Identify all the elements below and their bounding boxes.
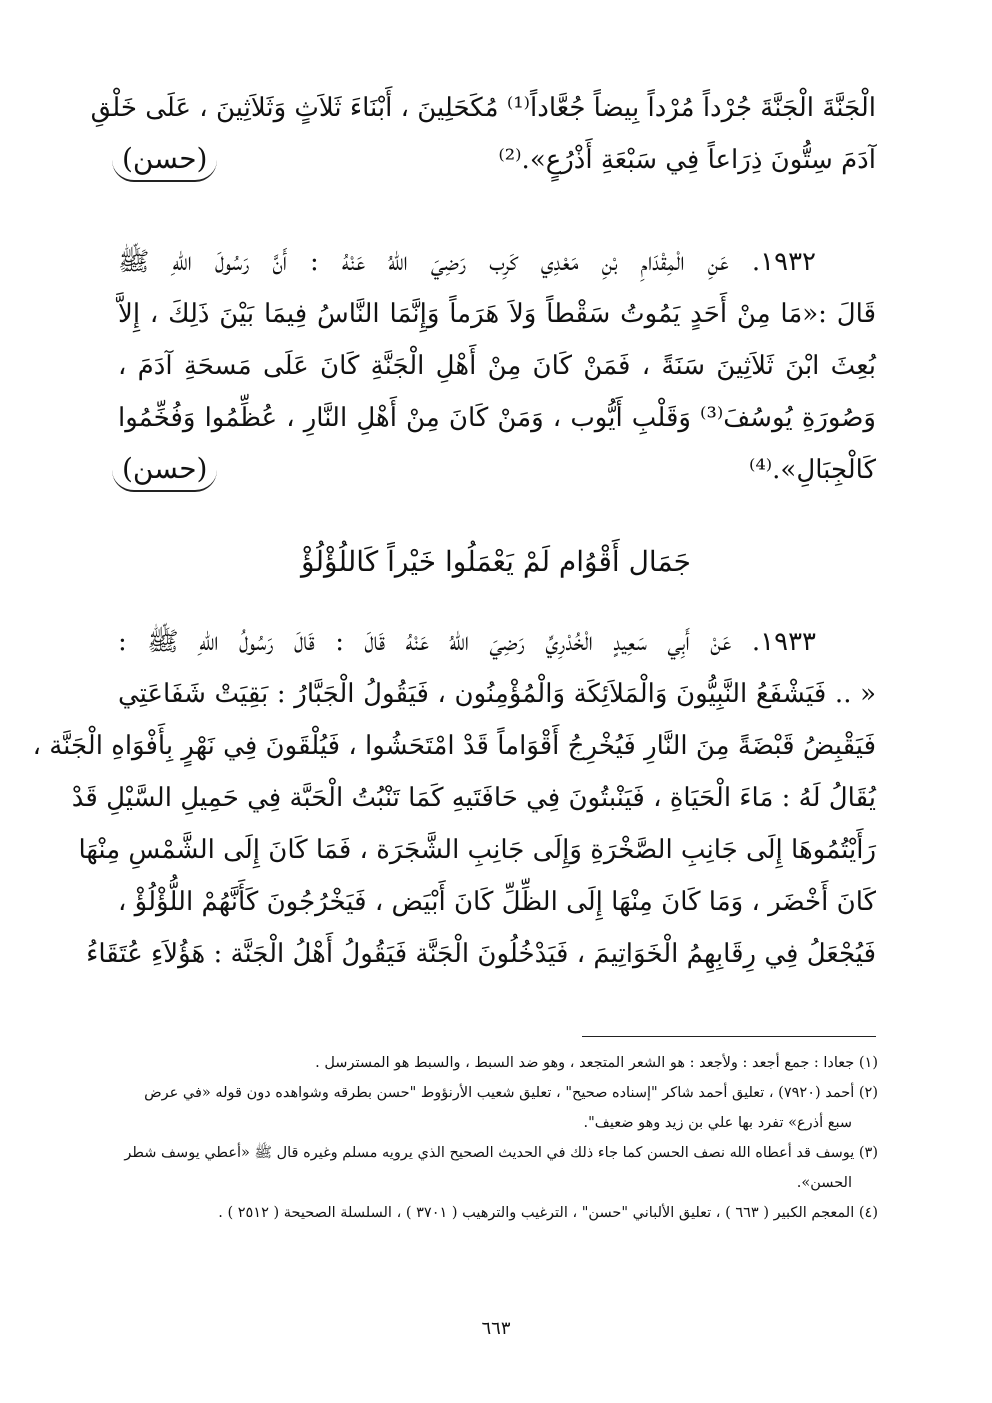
- text-line: ١٩٣٣. عَنْ أَبِي سَعِيدٍ الْخُدْرِيِّ رَضِيَ اللهُ عَنْهُ قَالَ : قَالَ رَسُولُ اللهِ ﷺ :: [118, 627, 816, 657]
- footnote: [118, 1078, 878, 1138]
- text-line: بُعِثَ ابْنَ ثَلاَثِينَ سَنَةً ، فَمَنْ كَانَ مِنْ أَهْلِ الْجَنَّةِ كَانَ عَلَى مَسحَةِ آدَمَ ،: [118, 351, 876, 381]
- page-number: ٦٦٣: [481, 1318, 511, 1339]
- text-line: فَيُجْعَلُ فِي رِقَابِهِمُ الْخَوَاتِيمَ ، فَيَدْخُلُونَ الْجَنَّة فَيَقُولُ أَهْلُ الْجَنَّة : هَؤُلاَءِ عُتَقَاءُ: [86, 939, 876, 969]
- footnote-continuation: سبع أذرع» تفرد بها علي بن زيد وهو ضعيف".: [583, 1115, 852, 1131]
- text-line: ١٩٣٢. عَنِ الْمِقْدَامِ بْنِ مَعْدِي كَرِب رَضِيَ اللهُ عَنْهُ : أَنَّ رَسُولَ اللهِ ﷺ: [118, 247, 816, 277]
- footnotes: [118, 1048, 878, 1228]
- hadith-1933: [32, 616, 876, 980]
- text-line: يُقَالُ لَهُ : مَاءَ الْحَيَاةِ ، فَيَنْبتُونَ فِي حَافَتَيهِ كَمَا تَنْبُتُ الْحَبَّة فِي حَمِيلِ السَّيْلِ قَدْ: [71, 783, 876, 813]
- footnote-continuation: الحسن».: [796, 1175, 852, 1191]
- footnote-text: (٣) يوسف قد أعطاه الله نصف الحسن كما جاء ذلك في الحديث الصحيح الذي يرويه مسلم وغيره قال ﷺ «أعطي يوسف شطر: [124, 1145, 878, 1161]
- footnote: [118, 1048, 878, 1078]
- footnote-separator: [582, 1036, 876, 1037]
- footnote-text: (٢) أحمد (٧٩٢٠) ، تعليق أحمد شاكر "إسناده صحيح" ، تعليق شعيب الأرنؤوط "حسن بطرقه وشواهده دون قوله «في عرض: [144, 1085, 878, 1101]
- footnote: [118, 1198, 878, 1228]
- grade-label: (حسن): [112, 452, 217, 492]
- text-line: « .. فَيَشْفَعُ النَّبِيُّونَ وَالْمَلاَئِكَة وَالْمُؤْمِنُون ، فَيَقُولُ الْجَبَّارُ : بَقِيَتْ شَفَاعَتِي: [118, 679, 876, 709]
- text-line: قَالَ :«مَا مِنْ أَحَدٍ يَمُوتُ سَقْطاً وَلاَ هَرَماً وَإِنَّمَا النَّاسُ فِيمَا بَيْنَ ذَلِكَ ، إِلاَّ: [118, 299, 876, 329]
- grade-label: (حسن): [112, 142, 217, 182]
- text-line: كَالْجِبَالِ».⁽⁴⁾: [748, 455, 876, 485]
- text-line: آدَمَ سِتُّونَ ذِرَاعاً فِي سَبْعَةِ أَذْرُعٍ».⁽²⁾: [498, 145, 876, 175]
- text-line: الْجَنَّةَ الْجَنَّةَ جُرْداً مُرْداً بِيضاً جُعَّاداً⁽¹⁾ مُكَحَلِينَ ، أَبْنَاءَ ثَلاَثٍ وَثَلاَثِينَ ، عَلَى خَلْقِ: [90, 93, 876, 123]
- footnote-text: (٤) المعجم الكبير ( ٦٦٣ ) ، تعليق الألباني "حسن" ، الترغيب والترهيب ( ٣٧٠١ ) ، السلسلة الصحيحة ( ٢٥١٢ ) .: [218, 1205, 878, 1221]
- text-line: وَصُورَةِ يُوسُفَ⁽³⁾ وَقَلْبِ أَيُّوب ، وَمَنْ كَانَ مِنْ أَهْلِ النَّارِ ، عُظِّمُوا وَفُخِّمُوا: [118, 403, 876, 433]
- text-line: كَانَ أَخْضَر ، وَمَا كَانَ مِنْهَا إِلَى الظِّلِّ كَانَ أَبْيَض ، فَيَخْرُجُونَ كَأَنَّهُمْ اللُّؤْلُؤْ ،: [118, 887, 876, 917]
- hadith-1932: [118, 236, 876, 496]
- section-heading: جَمَال أَقْوُام لَمْ يَعْمَلُوا خَيْراً كَاللُؤْلُؤْ: [301, 545, 691, 578]
- hadith-continuation: [90, 82, 876, 186]
- text-line: رَأَيْتُمُوهَا إِلَى جَانِبِ الصَّخْرَةِ وَإِلَى جَانِبِ الشَّجَرَة ، فَمَا كَانَ إِلَى الشَّمْسِ مِنْهَا: [78, 835, 876, 865]
- footnote: [118, 1138, 878, 1198]
- text-line: فَيَقْبِضُ قَبْضَةً مِنَ النَّارِ فَيُخْرِجُ أَقْوَاماً قَدْ امْتَحَشُوا ، فَيُلْقَونَ فِي نَهْرٍ بِأَفْوَاهِ الْجَنَّة ،: [32, 731, 876, 761]
- footnote-text: (١) جعادا : جمع أجعد : ولأجعد : هو الشعر المتجعد ، وهو ضد السبط ، والسبط هو المسترسل .: [315, 1055, 878, 1071]
